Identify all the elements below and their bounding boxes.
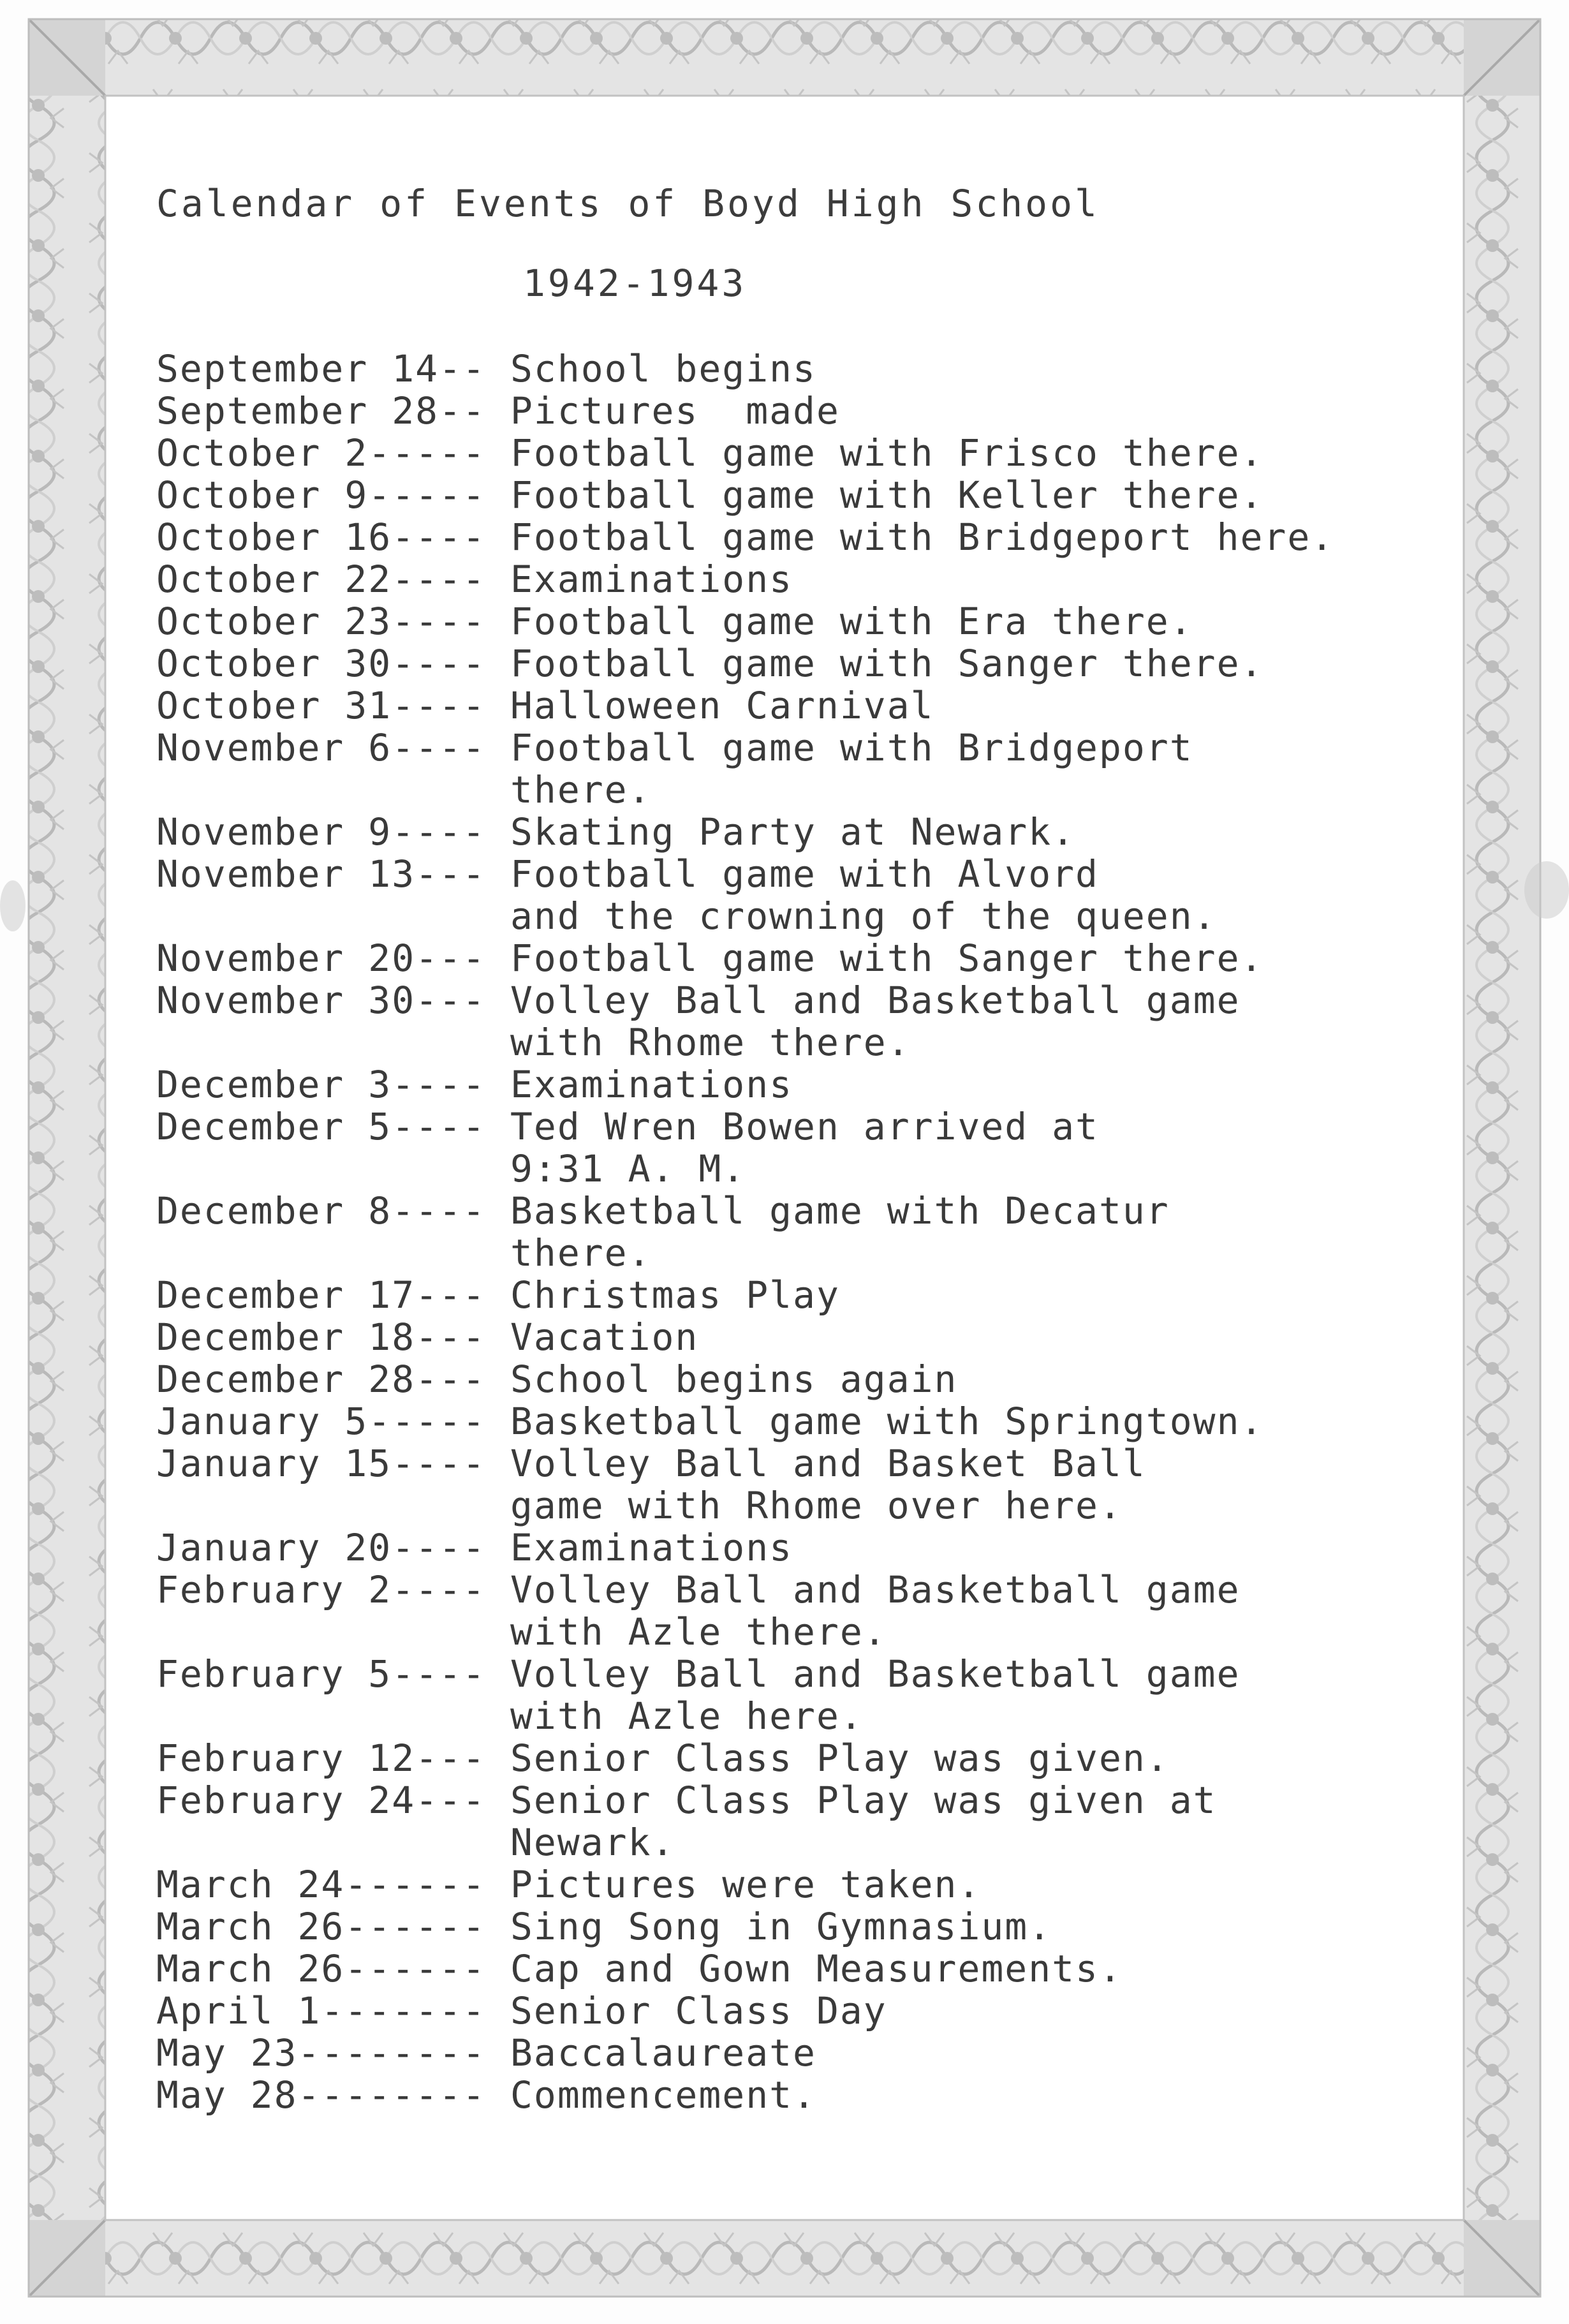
event-row	[156, 1106, 1334, 1190]
event-date: March 26------	[156, 1905, 486, 1948]
event-description: Examinations	[510, 558, 793, 601]
event-row	[156, 474, 1334, 516]
event-row	[156, 348, 1334, 390]
event-description: Football game with Sanger there.	[510, 936, 1264, 980]
event-description-continued: with Azle there.	[510, 1610, 887, 1654]
event-date: October 31----	[156, 684, 486, 727]
event-date: May 23--------	[156, 2031, 486, 2075]
event-date: November 9----	[156, 810, 486, 854]
event-date: November 30---	[156, 979, 486, 1022]
event-row	[156, 1863, 1334, 1906]
event-description: Senior Class Day	[510, 1989, 887, 2032]
event-date: October 30----	[156, 642, 486, 685]
event-description-continued: 9:31 A. M.	[510, 1147, 746, 1190]
event-date: December 5----	[156, 1105, 486, 1148]
event-date: May 28--------	[156, 2073, 486, 2117]
event-date: April 1-------	[156, 1989, 486, 2032]
event-row	[156, 390, 1334, 432]
event-description: Ted Wren Bowen arrived at	[510, 1105, 1099, 1148]
event-description: Cap and Gown Measurements.	[510, 1947, 1123, 1990]
page-smudge	[1524, 861, 1569, 919]
event-date: November 13---	[156, 852, 486, 896]
event-date: December 3----	[156, 1063, 486, 1106]
event-row	[156, 1653, 1334, 1737]
event-row	[156, 685, 1334, 727]
event-description-continued: with Rhome there.	[510, 1021, 911, 1064]
event-description: Examinations	[510, 1526, 793, 1569]
event-description: Vacation	[510, 1315, 699, 1359]
event-date: October 16----	[156, 515, 486, 559]
event-date: February 24---	[156, 1779, 486, 1822]
event-description-continued: there.	[510, 1231, 652, 1275]
event-description-continued: game with Rhome over here.	[510, 1484, 1123, 1527]
event-date: February 5----	[156, 1652, 486, 1696]
event-description: Volley Ball and Basketball game	[510, 1652, 1241, 1696]
event-date: November 6----	[156, 726, 486, 769]
event-description: Senior Class Play was given.	[510, 1736, 1170, 1780]
event-description: Halloween Carnival	[510, 684, 934, 727]
event-description: Christmas Play	[510, 1273, 840, 1317]
event-date: March 26------	[156, 1947, 486, 1990]
event-date: January 15----	[156, 1442, 486, 1485]
event-row	[156, 600, 1334, 642]
event-date: February 2----	[156, 1568, 486, 1611]
event-description: Senior Class Play was given at	[510, 1779, 1217, 1822]
event-row	[156, 558, 1334, 600]
event-description: Commencement.	[510, 2073, 816, 2117]
event-row	[156, 1527, 1334, 1569]
event-date: December 8----	[156, 1189, 486, 1232]
event-row	[156, 1442, 1334, 1527]
event-row	[156, 937, 1334, 979]
event-description: Skating Party at Newark.	[510, 810, 1076, 854]
event-date: October 22----	[156, 558, 486, 601]
event-date: December 17---	[156, 1273, 486, 1317]
event-description: Football game with Sanger there.	[510, 642, 1264, 685]
event-date: January 5-----	[156, 1400, 486, 1443]
event-description: Volley Ball and Basketball game	[510, 979, 1241, 1022]
event-row	[156, 1906, 1334, 1948]
event-row	[156, 2032, 1334, 2074]
event-row	[156, 1990, 1334, 2032]
event-row	[156, 516, 1334, 558]
event-row	[156, 1063, 1334, 1106]
event-description: Examinations	[510, 1063, 793, 1106]
event-description: Sing Song in Gymnasium.	[510, 1905, 1052, 1948]
event-description: Pictures made	[510, 389, 840, 433]
school-year: 1942-1943	[523, 262, 747, 305]
event-row	[156, 1316, 1334, 1358]
event-description: School begins again	[510, 1358, 958, 1401]
event-description-continued: and the crowning of the queen.	[510, 894, 1217, 938]
event-row	[156, 1358, 1334, 1400]
event-date: February 12---	[156, 1736, 486, 1780]
event-row	[156, 1190, 1334, 1274]
event-description-continued: with Azle here.	[510, 1694, 864, 1738]
event-list	[156, 348, 1334, 2116]
event-description: Basketball game with Springtown.	[510, 1400, 1264, 1443]
event-description: Football game with Keller there.	[510, 473, 1264, 517]
event-description: Baccalaureate	[510, 2031, 816, 2075]
event-description: School begins	[510, 347, 816, 390]
event-date: December 28---	[156, 1358, 486, 1401]
event-date: January 20----	[156, 1526, 486, 1569]
event-description: Volley Ball and Basketball game	[510, 1568, 1241, 1611]
event-row	[156, 1274, 1334, 1316]
event-date: September 28--	[156, 389, 486, 433]
event-row	[156, 979, 1334, 1063]
event-description-continued: Newark.	[510, 1821, 675, 1864]
page-title: Calendar of Events of Boyd High School	[156, 182, 1100, 225]
event-row	[156, 432, 1334, 474]
event-date: March 24------	[156, 1863, 486, 1906]
event-row	[156, 2074, 1334, 2116]
event-description: Volley Ball and Basket Ball	[510, 1442, 1146, 1485]
event-description: Football game with Frisco there.	[510, 431, 1264, 475]
event-description: Football game with Bridgeport here.	[510, 515, 1335, 559]
event-row	[156, 853, 1334, 937]
event-description: Football game with Bridgeport	[510, 726, 1193, 769]
event-row	[156, 1737, 1334, 1779]
event-date: December 18---	[156, 1315, 486, 1359]
event-description: Football game with Era there.	[510, 600, 1193, 643]
event-row	[156, 1779, 1334, 1863]
event-row	[156, 727, 1334, 811]
event-description: Basketball game with Decatur	[510, 1189, 1170, 1232]
event-date: September 14--	[156, 347, 486, 390]
page-smudge	[0, 880, 26, 931]
event-date: October 23----	[156, 600, 486, 643]
event-date: October 2-----	[156, 431, 486, 475]
event-row	[156, 642, 1334, 685]
event-row	[156, 1400, 1334, 1442]
event-row	[156, 1569, 1334, 1653]
event-description-continued: there.	[510, 768, 652, 811]
event-row	[156, 811, 1334, 853]
event-date: November 20---	[156, 936, 486, 980]
event-description: Pictures were taken.	[510, 1863, 982, 1906]
event-date: October 9-----	[156, 473, 486, 517]
event-row	[156, 1948, 1334, 1990]
event-description: Football game with Alvord	[510, 852, 1099, 896]
